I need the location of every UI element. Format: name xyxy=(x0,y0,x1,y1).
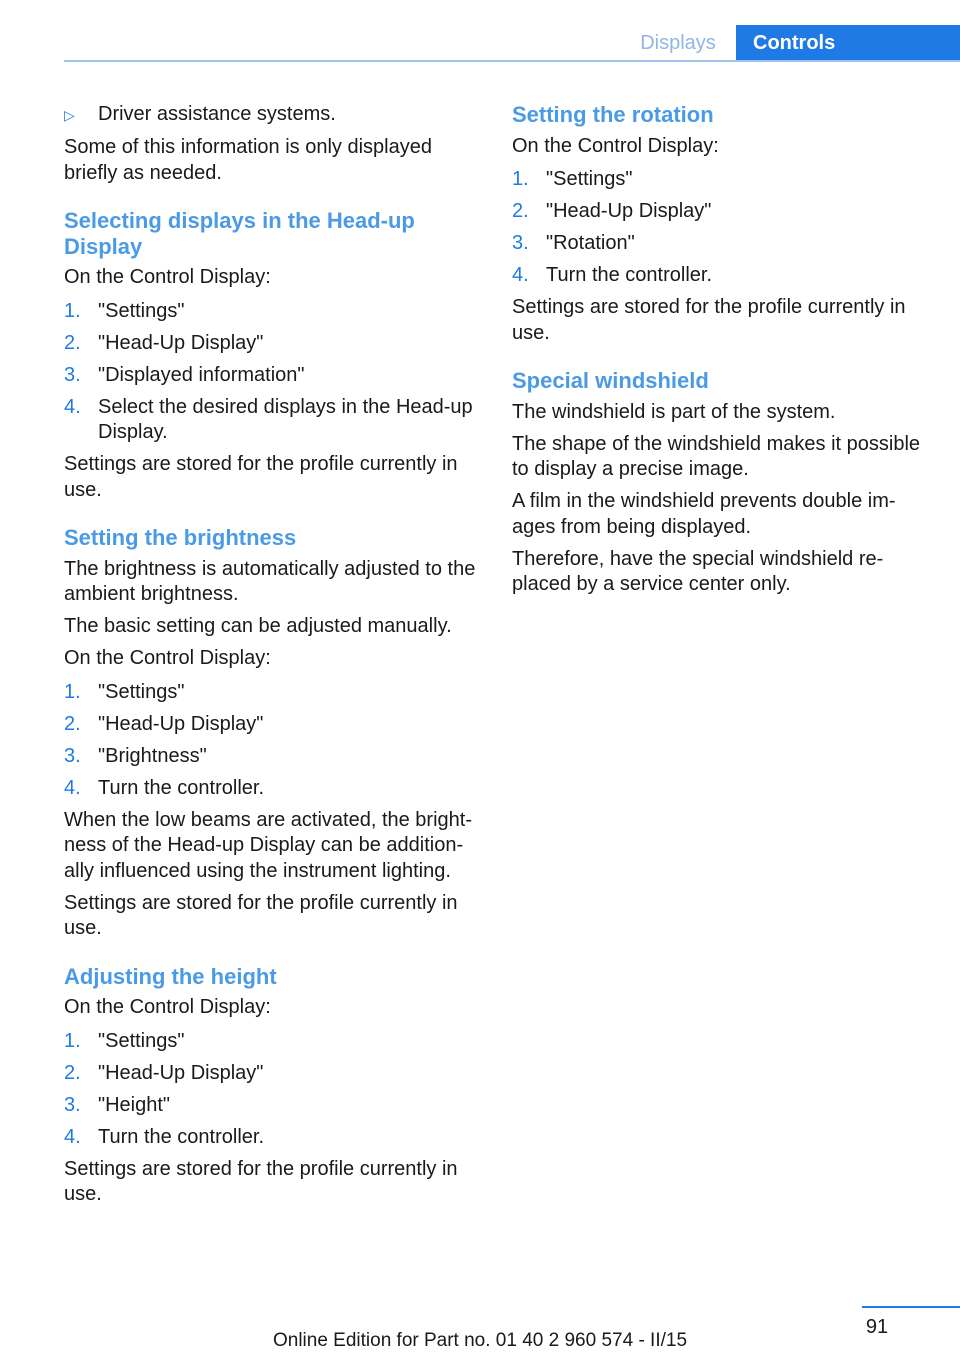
section-heading: Setting the brightness xyxy=(64,525,297,550)
step-text: "Head-Up Display" xyxy=(98,331,264,354)
step-text: Turn the controller. xyxy=(98,1125,265,1148)
note-text: Settings are stored for the profile currently in use. xyxy=(64,1157,458,1205)
header-tab-controls: Controls xyxy=(736,25,960,61)
lead-text: On the Control Display: xyxy=(64,996,271,1018)
section-special-windshield xyxy=(512,368,930,598)
section-rotation xyxy=(512,102,930,346)
paragraph: The brightness is automatically adjusted to the ambient brightness. xyxy=(64,557,476,605)
section-height xyxy=(64,964,482,1208)
step-number: 3. xyxy=(64,1093,81,1116)
bullet-text: Driver assistance systems. xyxy=(98,103,336,125)
step-text: "Settings" xyxy=(546,168,633,190)
lead-text: On the Control Display: xyxy=(64,647,271,669)
step-number: 1. xyxy=(64,680,81,703)
list-item xyxy=(64,395,482,446)
list-item xyxy=(64,1061,482,1087)
list-item xyxy=(64,680,482,706)
step-number: 1. xyxy=(64,1029,81,1052)
step-number: 2. xyxy=(64,331,81,354)
intro-paragraph: Some of this information is only displayed briefly as needed. xyxy=(64,136,432,184)
step-number: 3. xyxy=(64,363,81,386)
step-number: 4. xyxy=(512,264,529,286)
steps-list xyxy=(64,1029,482,1151)
list-item xyxy=(64,1125,482,1151)
steps-list xyxy=(64,299,482,446)
list-item xyxy=(64,363,482,389)
list-item xyxy=(64,776,482,802)
section-heading: Special windshield xyxy=(512,368,709,393)
step-number: 1. xyxy=(64,299,81,322)
paragraph: The windshield is part of the system. xyxy=(512,400,836,423)
step-text: Select the desired displays in the Head-up Display. xyxy=(98,395,473,443)
list-item xyxy=(64,331,482,357)
paragraph: Therefore, have the special windshield replaced by a service center only. xyxy=(512,547,884,595)
page-number: 91 xyxy=(865,1316,889,1338)
step-number: 4. xyxy=(64,395,81,418)
step-text: "Settings" xyxy=(98,299,185,322)
header-tab-displays: Displays xyxy=(640,32,716,54)
step-text: "Height" xyxy=(98,1093,171,1116)
step-text: "Head-Up Display" xyxy=(98,712,264,735)
bullet-item xyxy=(64,102,482,129)
paragraph: When the low beams are activated, the brightness of the Head-up Display can be additionally influenced using the instrument lighting. xyxy=(64,808,472,882)
step-text: "Rotation" xyxy=(546,232,635,254)
lead-text: On the Control Display: xyxy=(64,266,271,288)
paragraph: The shape of the windshield makes it possible to display a precise image. xyxy=(512,432,921,480)
step-text: "Settings" xyxy=(98,680,185,703)
step-number: 3. xyxy=(512,232,529,254)
step-text: "Brightness" xyxy=(98,744,207,767)
list-item xyxy=(512,167,930,193)
section-heading: Adjusting the height xyxy=(64,963,277,989)
header-rule xyxy=(64,60,960,62)
left-column xyxy=(64,102,482,1214)
step-number: 2. xyxy=(64,712,81,735)
step-number: 4. xyxy=(64,776,81,799)
triangle-bullet-icon: ▷ xyxy=(64,107,75,123)
note-text: Settings are stored for the profile currently in use. xyxy=(64,453,458,501)
note-text: Settings are stored for the profile currently in use. xyxy=(64,891,458,939)
step-number: 3. xyxy=(64,744,81,767)
list-item xyxy=(64,712,482,738)
page-number-rule xyxy=(862,1306,960,1308)
right-column xyxy=(512,102,930,604)
step-number: 4. xyxy=(64,1125,81,1148)
step-text: "Displayed information" xyxy=(98,363,305,386)
section-brightness xyxy=(64,525,482,942)
step-text: Turn the controller. xyxy=(546,264,713,286)
footer-edition: Online Edition for Part no. 01 40 2 960 574 - II/15 xyxy=(272,1330,688,1351)
step-text: "Settings" xyxy=(98,1029,185,1052)
list-item xyxy=(64,744,482,770)
list-item xyxy=(64,1093,482,1119)
note-text: Settings are stored for the profile currently in use. xyxy=(512,296,906,344)
lead-text: On the Control Display: xyxy=(512,134,719,157)
list-item xyxy=(512,263,930,289)
section-heading: Setting the rotation xyxy=(512,102,714,127)
list-item xyxy=(512,231,930,257)
paragraph: The basic setting can be adjusted manually. xyxy=(64,615,452,637)
list-item xyxy=(512,199,930,225)
step-number: 2. xyxy=(512,200,529,222)
list-item xyxy=(64,1029,482,1055)
paragraph: A film in the windshield prevents double images from being displayed. xyxy=(512,490,896,538)
steps-list xyxy=(512,167,930,289)
list-item xyxy=(64,299,482,325)
section-heading: Selecting displays in the Head-up Display xyxy=(64,208,415,259)
section-selecting-displays xyxy=(64,208,482,503)
step-number: 1. xyxy=(512,168,529,190)
step-text: "Head-Up Display" xyxy=(546,200,712,222)
step-number: 2. xyxy=(64,1061,81,1084)
step-text: Turn the controller. xyxy=(98,776,265,799)
steps-list xyxy=(64,680,482,802)
step-text: "Head-Up Display" xyxy=(98,1061,264,1084)
